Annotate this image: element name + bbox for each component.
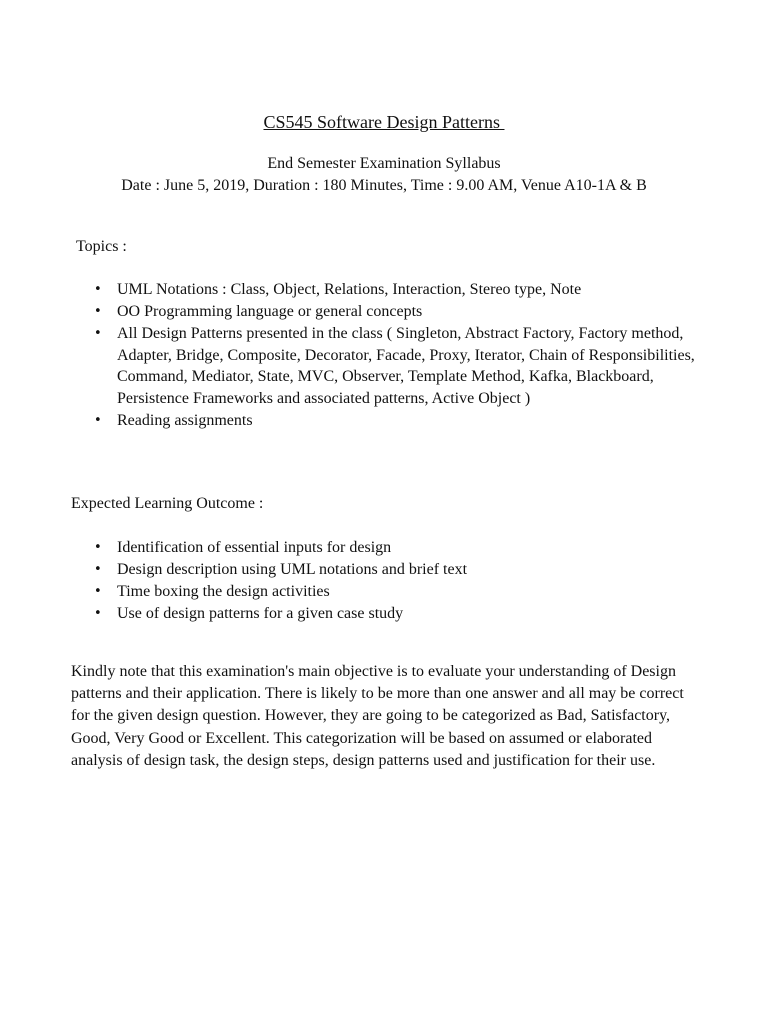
list-item (94, 279, 704, 301)
topic-text: Reading assignments (117, 411, 253, 429)
evaluation-note: Kindly note that this examination's main objective is to evaluate your understanding of Design patterns and their application. There is likely to be more than one answer and all may be correct for the given design question. However, they are going to be categorized as Bad, Satisfactory, Good, Very Good or Excellent. This categorization will be based on assumed or elaborated analysis of design task, the design steps, design patterns used and justification for their use. (71, 663, 684, 769)
topic-text: UML Notations : Class, Object, Relations, Interaction, Stereo type, Note (117, 281, 582, 298)
list-item (94, 301, 704, 323)
bullet-icon: • (94, 412, 102, 428)
document-subtitle: End Semester Examination Syllabus (267, 155, 501, 172)
topic-text: OO Programming language or general concepts (117, 303, 423, 320)
document-title: CS545 Software Design Patterns (263, 112, 505, 132)
outcome-text: Use of design patterns for a given case study (117, 605, 404, 622)
list-item (94, 581, 704, 603)
bullet-icon: • (94, 606, 102, 621)
list-item (94, 537, 704, 559)
outcome-text: Design description using UML notations and brief text (117, 561, 468, 578)
bullet-icon: • (94, 304, 102, 319)
outcomes-list (94, 537, 704, 625)
learning-outcome-heading: Expected Learning Outcome : (71, 495, 264, 512)
outcome-text: Identification of essential inputs for design (117, 539, 392, 556)
bullet-icon: • (94, 282, 102, 297)
topic-text: All Design Patterns presented in the class ( Singleton, Abstract Factory, Factory method, Adapter, Bridge, Composite, Decorator, Facade, Proxy, Iterator, Chain of Responsibilities, Command, Mediator, State, MVC, Observer, Template Method, Kafka, Blackboard, Persistence Frameworks and associated patterns, Active Object ) (117, 325, 695, 407)
topics-list (94, 279, 704, 432)
list-item (94, 410, 704, 432)
bullet-icon: • (94, 584, 102, 599)
bullet-icon: • (94, 540, 102, 555)
outcome-text: Time boxing the design activities (117, 583, 330, 600)
list-item (94, 559, 704, 581)
bullet-icon: • (94, 326, 102, 341)
list-item (94, 603, 704, 625)
topics-heading: Topics : (76, 238, 127, 255)
exam-details: Date : June 5, 2019, Duration : 180 Minutes, Time : 9.00 AM, Venue A10-1A & B (121, 177, 647, 194)
bullet-icon: • (94, 562, 102, 577)
list-item (94, 323, 704, 409)
